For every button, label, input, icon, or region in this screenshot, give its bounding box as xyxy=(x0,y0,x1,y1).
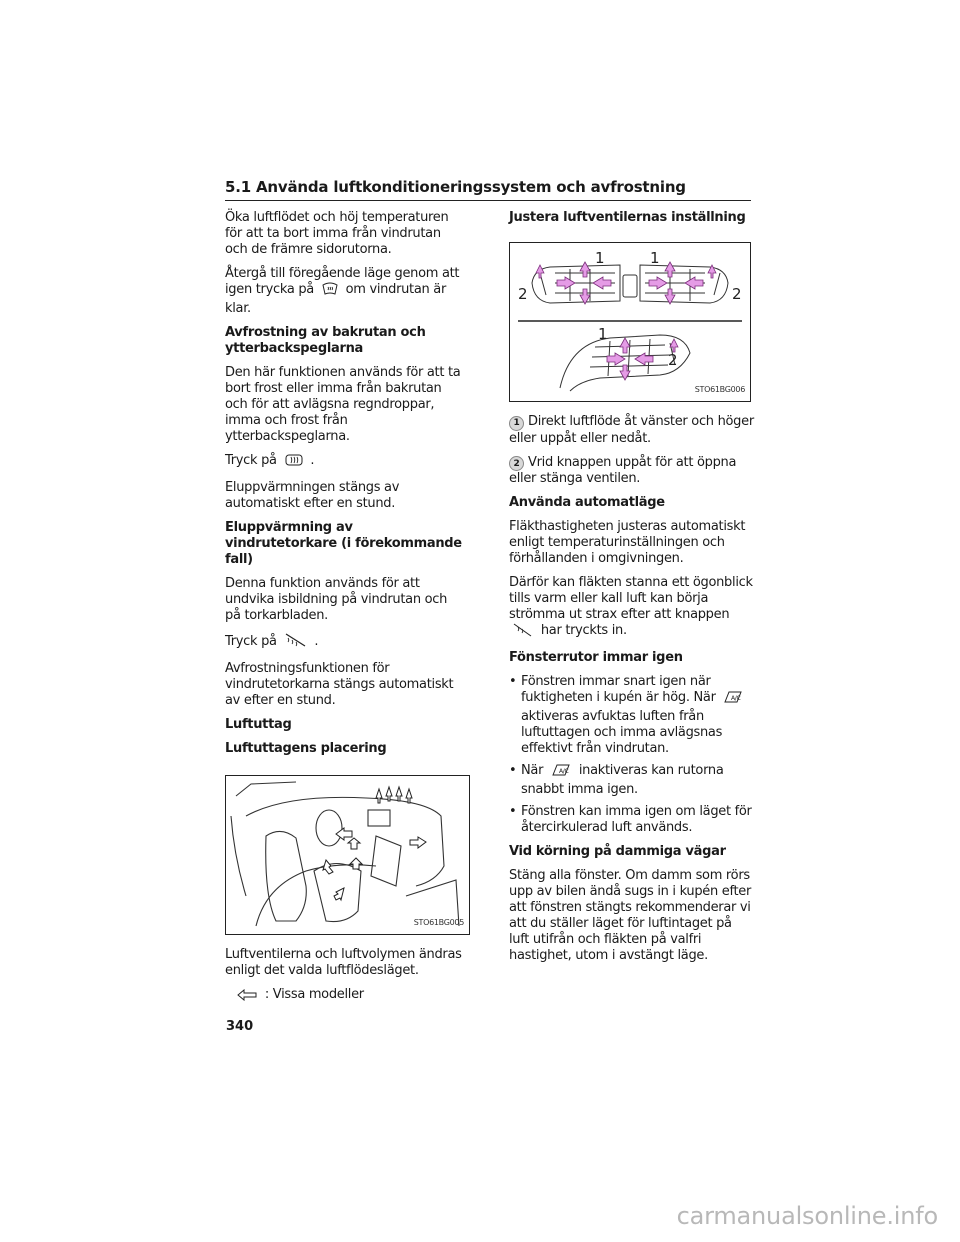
left-column xyxy=(225,210,465,1014)
wiper-deicer-icon xyxy=(285,632,307,653)
paragraph-auto-stop: Därför kan fläkten stanna ett ögonblick tills varm eller kall luft kan börja strömma ut strax efter att knappen har tryckts in. xyxy=(509,575,754,642)
heading-outlets-location: Luftuttagens placering xyxy=(225,741,387,756)
heading-wiper-deicer: Eluppvärmning av vindrutetorkare (i förekommande fall) xyxy=(225,520,462,567)
section-header: 5.1 Använda luftkonditioneringssystem och avfrostning xyxy=(225,178,751,201)
right-column xyxy=(509,210,754,972)
page-number: 340 xyxy=(226,1019,254,1034)
label-two-left: 2 xyxy=(518,285,528,303)
figure-code: STO61BG006 xyxy=(694,385,745,394)
paragraph-rear-defrost: Den här funktionen används för att ta bort frost eller imma från bakrutan och för att avlägsna regndroppar, imma och frost från ytterbackspeglarna. xyxy=(225,365,461,444)
heading-outlets: Luftuttag xyxy=(225,717,292,732)
svg-text:A/C: A/C xyxy=(558,768,569,775)
paragraph-press-rear: Tryck på . xyxy=(225,453,465,472)
car-interior-illustration xyxy=(226,776,469,934)
models-note: : Vissa modeller xyxy=(225,987,465,1006)
item-two: 2 Vrid knappen uppåt för att öppna eller stänga ventilen. xyxy=(509,454,737,486)
paragraph-auto-fan: Fläkthastigheten justeras automatiskt enligt temperaturinställningen och förhållanden i omgivningen. xyxy=(509,519,746,566)
item-number-badge: 1 xyxy=(509,416,524,431)
vent-illustration xyxy=(510,243,750,401)
label-one-right: 1 xyxy=(650,249,660,267)
ac-icon xyxy=(723,690,743,709)
label-one-lower: 1 xyxy=(598,325,608,343)
label-two-right: 2 xyxy=(732,285,742,303)
list-item: • När A/C inaktiveras kan rutorna snabbt imma igen. xyxy=(509,763,754,798)
vent-adjust-figure xyxy=(509,242,751,402)
front-defog-icon xyxy=(322,282,338,301)
paragraph-press-wiper: Tryck på . xyxy=(225,632,465,653)
paragraph-wiper-deicer: Denna funktion används för att undvika isbildning på vindrutan och på torkarbladen. xyxy=(225,576,448,623)
svg-text:A/C: A/C xyxy=(731,695,741,702)
heading-dusty-roads: Vid körning på dammiga vägar xyxy=(509,844,726,859)
heading-window-fog: Fönsterrutor immar igen xyxy=(509,650,683,665)
heading-adjust-vents: Justera luftventilernas inställning xyxy=(509,210,746,225)
paragraph-increase-airflow: Öka luftflödet och höj temperaturen för att ta bort imma från vindrutan och de främre sidorutorna. xyxy=(225,210,449,257)
vehicle-variant-icon xyxy=(237,989,257,1006)
paragraph-auto-off: Eluppvärmningen stängs av automatiskt efter en stund. xyxy=(225,480,400,511)
paragraph-return-previous: Återgå till föregående läge genom att igen trycka på om vindrutan är klar. xyxy=(225,266,460,316)
figure-code: STO61BG005 xyxy=(413,918,464,927)
list-item: • Fönstren immar snart igen när fuktigheten i kupén är hög. När A/C aktiveras avfuktas luften från luftuttagen och imma avlägsnas effektivt från vindrutan. xyxy=(509,674,754,757)
paragraph-wiper-off: Avfrostningsfunktionen för vindrutetorkarna stängs automatiskt av efter en stund. xyxy=(225,661,454,708)
list-item: • Fönstren kan imma igen om läget för återcirkulerad luft används. xyxy=(509,804,754,836)
item-number-badge: 2 xyxy=(509,456,524,471)
label-one-left: 1 xyxy=(595,249,605,267)
paragraph-dusty-roads: Stäng alla fönster. Om damm som rörs upp av bilen ändå sugs in i kupén efter att fönstren stängts rekommenderar vi att du ställer läget för luftintaget på luft utifrån och fläkten på valfri hastighet, utom i avstängt läge. xyxy=(509,868,752,963)
outlets-location-figure xyxy=(225,775,470,935)
label-two-lower: 2 xyxy=(668,351,678,369)
rear-defog-icon xyxy=(285,453,303,472)
fog-bullet-list xyxy=(509,674,754,836)
auto-button-icon xyxy=(513,623,533,642)
paragraph-outlets-change: Luftventilerna och luftvolymen ändras enligt det valda luftflödesläget. xyxy=(225,947,462,978)
watermark: carmanualsonline.info xyxy=(676,1202,938,1230)
ac-icon xyxy=(551,763,571,782)
item-one: 1 Direkt luftflöde åt vänster och höger eller uppåt eller nedåt. xyxy=(509,414,754,446)
heading-auto-mode: Använda automatläge xyxy=(509,495,665,510)
heading-rear-defrost: Avfrostning av bakrutan och ytterbackspeglarna xyxy=(225,325,426,356)
